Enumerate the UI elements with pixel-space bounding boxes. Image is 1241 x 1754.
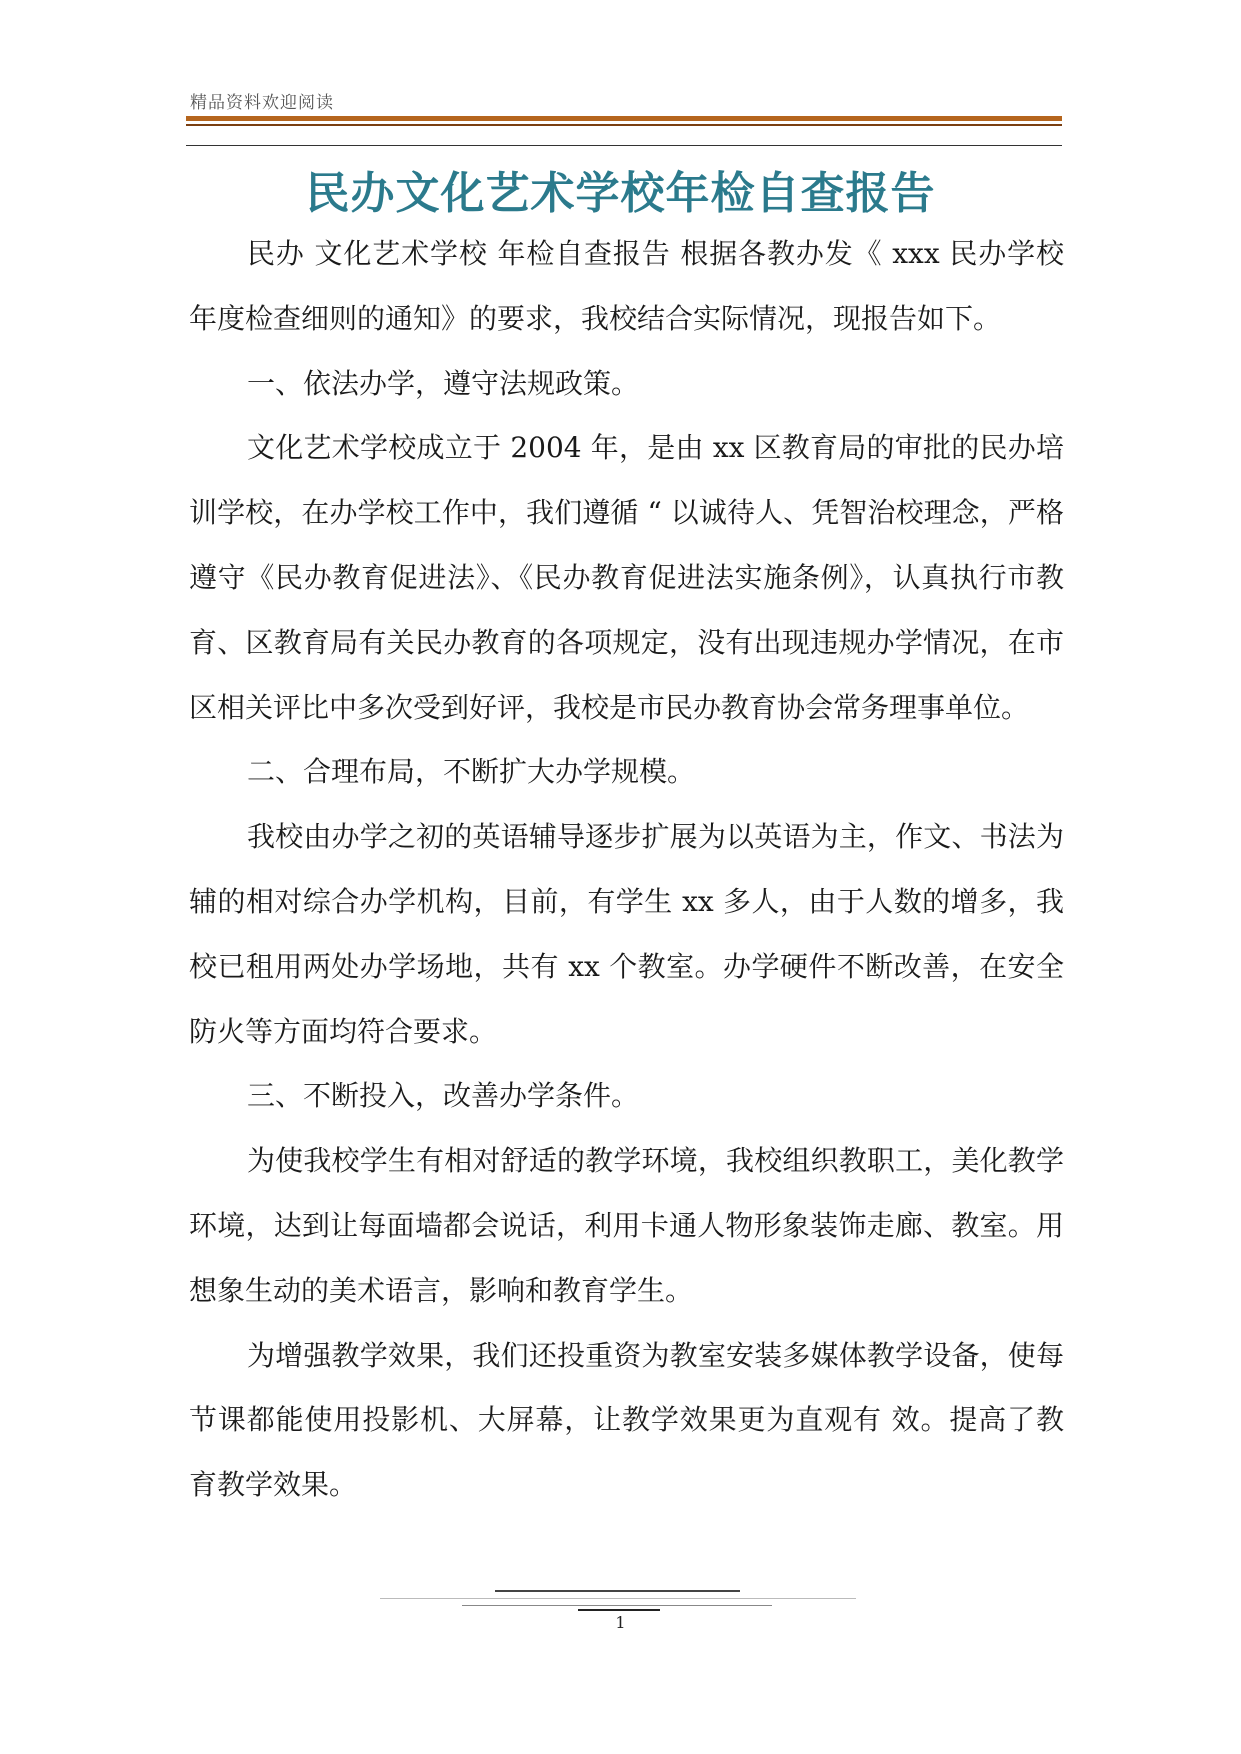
document-body	[189, 222, 1064, 1518]
paragraph-intro: 民办 文化艺术学校 年检自查报告 根据各教办发《 xxx 民办学校年度检查细则的通知》的要求，我校结合实际情况，现报告如下。	[189, 237, 1064, 335]
paragraph-section-3b: 为增强教学效果，我们还投重资为教室安装多媒体教学设备，使每节课都能使用投影机、大屏幕，让教学效果更为直观有 效。提高了教育教学效果。	[189, 1338, 1064, 1502]
section-heading-1: 一、依法办学，遵守法规政策。	[247, 366, 640, 400]
document-title: 民办文化艺术学校年检自查报告	[305, 168, 936, 219]
section-heading-2: 二、合理布局，不断扩大办学规模。	[247, 755, 696, 789]
section-heading-3: 三、不断投入，改善办学条件。	[247, 1079, 640, 1113]
page-number: 1	[615, 1613, 626, 1632]
paragraph-section-1: 文化艺术学校成立于 2004 年，是由 xx 区教育局的审批的民办培训学校，在办学校工作中，我们遵循 “ 以诚待人、凭智治校理念，严格遵守《民办教育促进法》、《民办教育促进法实施条例》，认真执行市教育、区教育局有关民办教育的各项规定，没有出现违规办学情况，在市区相关评比中多次受到好评，我校是市民办教育协会常务理事单位。	[189, 431, 1064, 724]
paragraph-section-2: 我校由办学之初的英语辅导逐步扩展为以英语为主，作文、书法为辅的相对综合办学机构，目前，有学生 xx 多人，由于人数的增多，我校已租用两处办学场地，共有 xx 个教室。办学硬件不断改善，在安全防火等方面均符合要求。	[189, 820, 1064, 1048]
footer-rule-wide	[380, 1598, 856, 1599]
footer-rule-top	[495, 1590, 740, 1592]
footer-rule-short	[578, 1609, 660, 1611]
header-rule	[186, 116, 1062, 121]
paragraph-section-3a: 为使我校学生有相对舒适的教学环境，我校组织教职工，美化教学环境，达到让每面墙都会说话，利用卡通人物形象装饰走廊、教室。用想象生动的美术语言，影响和教育学生。	[189, 1144, 1064, 1307]
page-header: 精品资料欢迎阅读	[190, 93, 334, 113]
header-divider	[186, 145, 1062, 146]
footer-rule-mid	[462, 1605, 772, 1606]
header-rule-inner	[186, 124, 1062, 126]
